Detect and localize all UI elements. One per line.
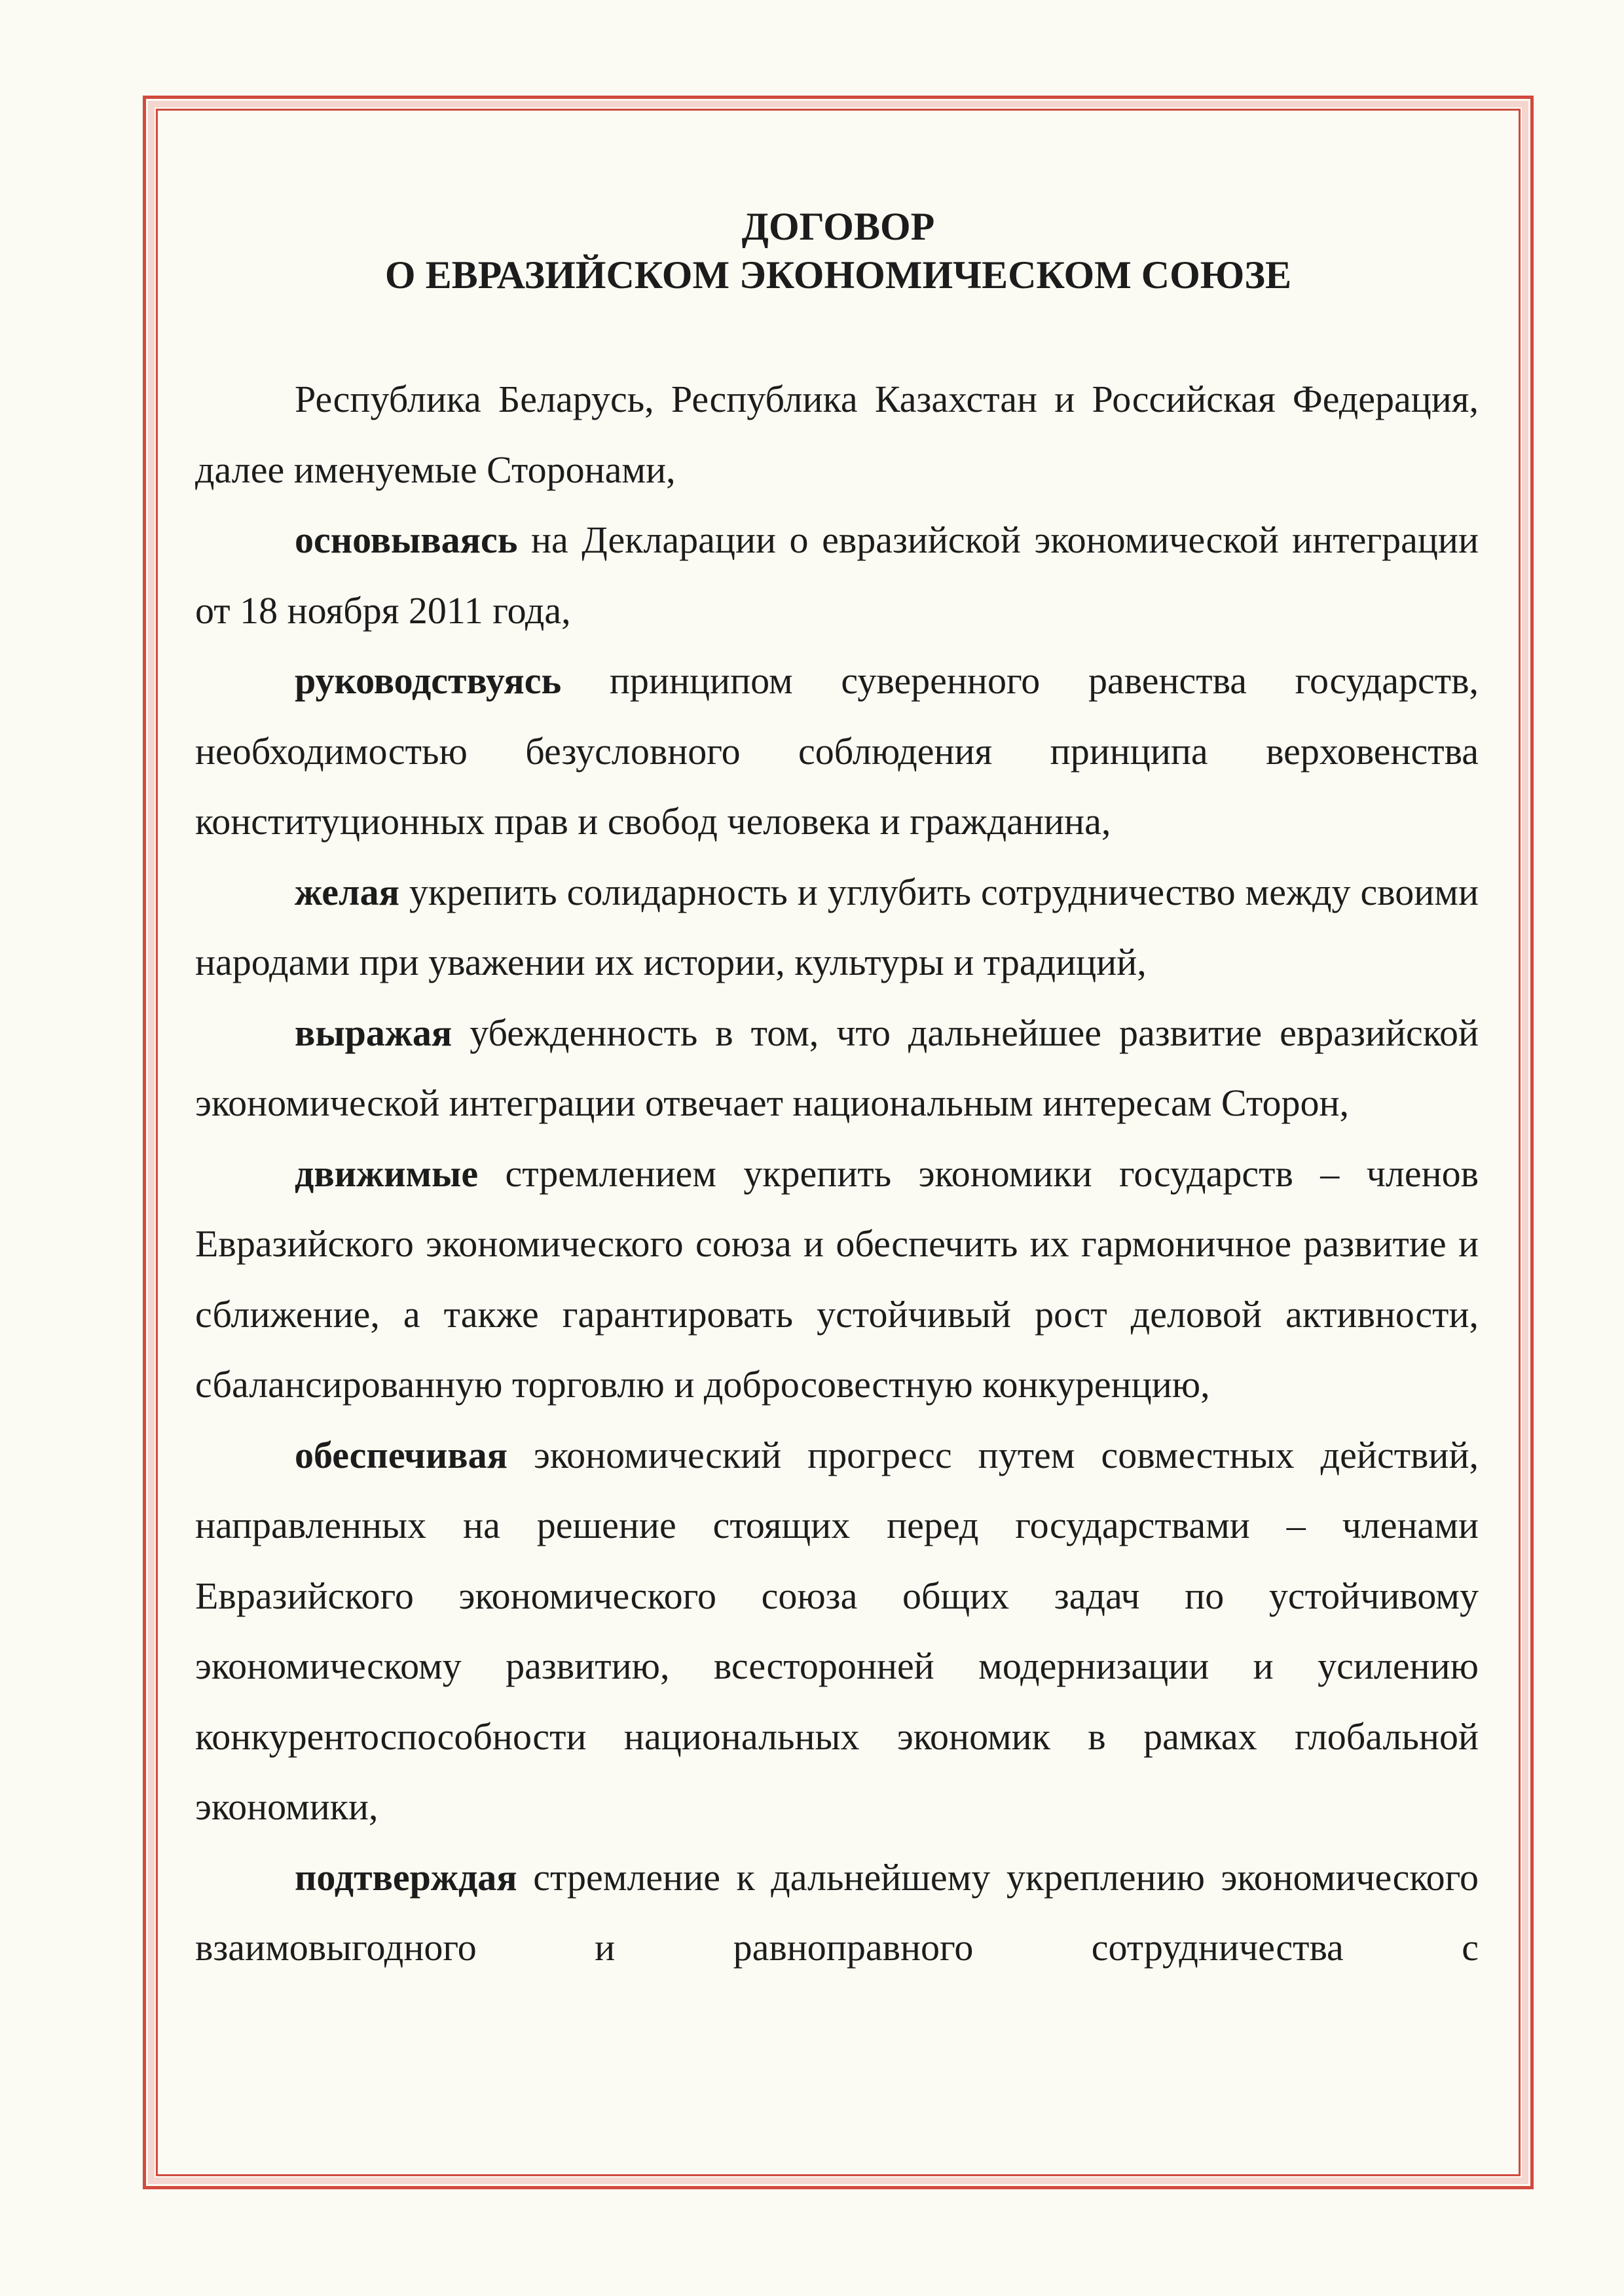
paragraph-wishing: желая укрепить солидарность и углубить сотрудничество между своими народами при уважении их истории, культуры и традиций, <box>195 870 1479 983</box>
document-subtitle: О ЕВРАЗИЙСКОМ ЭКОНОМИЧЕСКОМ СОЮЗЕ <box>384 253 1292 297</box>
document-body <box>195 364 1479 1983</box>
paragraph-parties: Республика Беларусь, Республика Казахстан и Российская Федерация, далее именуемые Сторонами, <box>195 378 1479 491</box>
paragraph-moved-by: движимые стремлением укрепить экономики государств – членов Евразийского экономического союза и обеспечить их гармоничное развитие и сближение, а также гарантировать устойчивый рост деловой активности, сбалансированную торговлю и добросовестную конкуренцию, <box>195 1152 1479 1406</box>
paragraph-based-on: основываясь на Декларации о евразийской экономической интеграции от 18 ноября 2011 года, <box>195 519 1479 632</box>
paragraph-ensuring: обеспечивая экономический прогресс путем совместных действий, направленных на решение стоящих перед государствами – членами Евразийского экономического союза общих задач по устойчивому экономическому развитию, всесторонней модернизации и усилению конкурентоспособности национальных экономик в рамках глобальной экономики, <box>195 1433 1479 1828</box>
paragraph-guided-by: руководствуясь принципом суверенного равенства государств, необходимостью безусловного соблюдения принципа верховенства конституционных прав и свобод человека и гражданина, <box>195 659 1479 843</box>
paragraph-expressing: выражая убежденность в том, что дальнейшее развитие евразийской экономической интеграции отвечает национальным интересам Сторон, <box>195 1011 1479 1124</box>
paragraph-confirming: подтверждая стремление к дальнейшему укреплению экономического взаимовыгодного и равноправного сотрудничества с <box>195 1855 1479 1969</box>
document-title: ДОГОВОР <box>741 205 935 248</box>
